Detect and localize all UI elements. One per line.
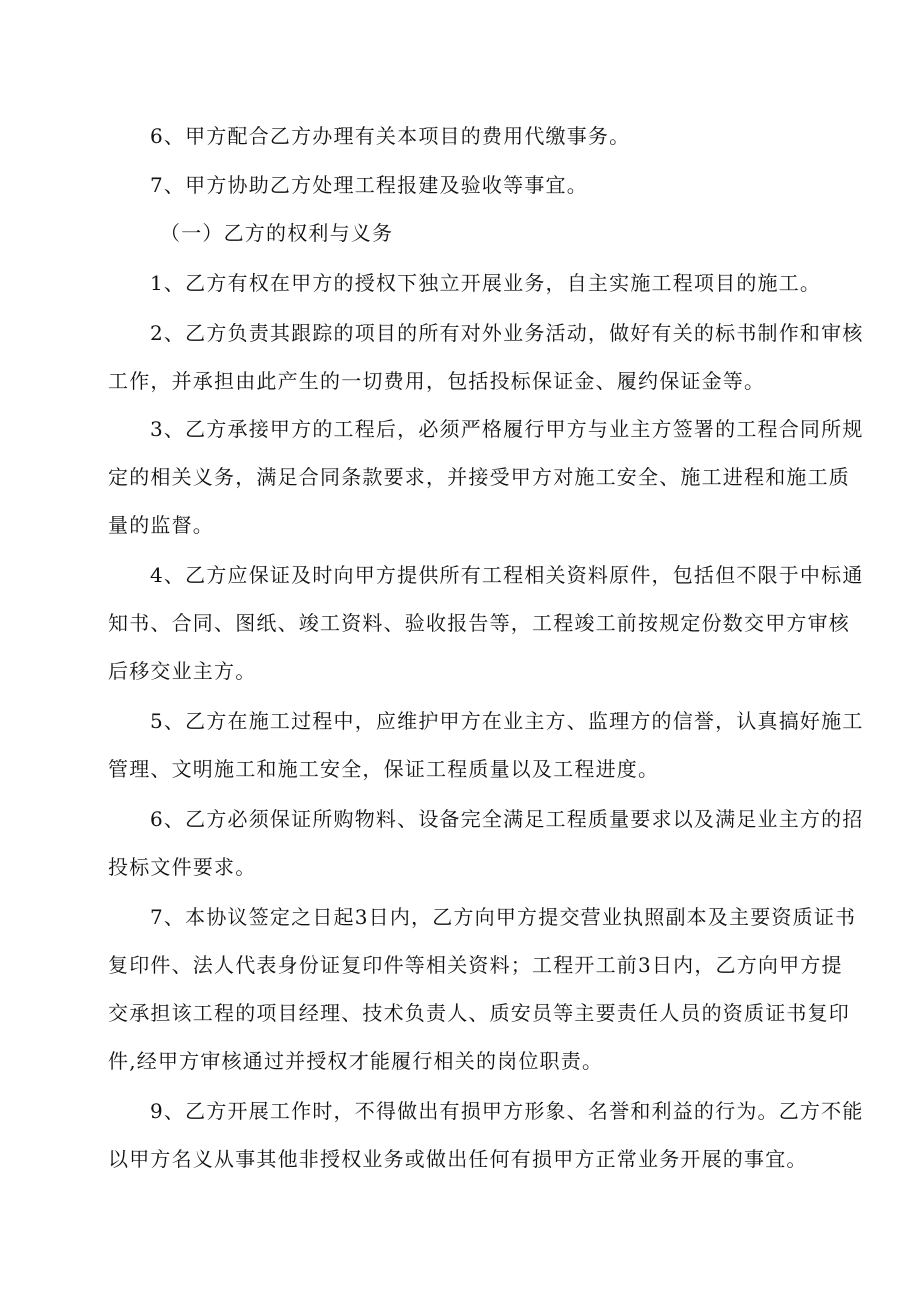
paragraph-line: 2、乙方负责其跟踪的项目的所有对外业务活动，做好有关的标书制作和审核 — [150, 321, 864, 345]
paragraph-line: 定的相关义务，满足合同条款要求，并接受甲方对施工安全、施工进程和施工质 — [108, 465, 850, 489]
paragraph-line: 9、乙方开展工作时，不得做出有损甲方形象、名誉和利益的行为。乙方不能 — [150, 1099, 864, 1123]
section-heading: （一）乙方的权利与义务 — [160, 221, 394, 245]
paragraph-line: 交承担该工程的项目经理、技术负责人、质安员等主要责任人员的资质证书复印 — [108, 1001, 850, 1025]
paragraph-line: 4、乙方应保证及时向甲方提供所有工程相关资料原件，包括但不限于中标通 — [150, 563, 864, 587]
paragraph-line: 5、乙方在施工过程中，应维护甲方在业主方、监理方的信誉，认真搞好施工 — [150, 709, 864, 733]
paragraph-line: 知书、合同、图纸、竣工资料、验收报告等，工程竣工前按规定份数交甲方审核 — [108, 611, 850, 635]
paragraph-line: 3、乙方承接甲方的工程后，必须严格履行甲方与业主方签署的工程合同所规 — [150, 417, 864, 441]
paragraph-line: 1、乙方有权在甲方的授权下独立开展业务，自主实施工程项目的施工。 — [150, 271, 822, 295]
paragraph-line: 后移交业主方。 — [108, 659, 257, 683]
paragraph-line: 管理、文明施工和施工安全，保证工程质量以及工程进度。 — [108, 757, 660, 781]
paragraph-line: 复印件、法人代表身份证复印件等相关资料；工程开工前3日内，乙方向甲方提 — [108, 953, 843, 977]
paragraph-line: 投标文件要求。 — [108, 855, 257, 879]
paragraph-line: 6、乙方必须保证所购物料、设备完全满足工程质量要求以及满足业主方的招 — [150, 807, 864, 831]
paragraph-line: 6、甲方配合乙方办理有关本项目的费用代缴事务。 — [150, 124, 631, 148]
paragraph-line: 量的监督。 — [108, 513, 214, 537]
paragraph-line: 7、本协议签定之日起3日内，乙方向甲方提交营业执照副本及主要资质证书 — [150, 905, 857, 929]
paragraph-line: 7、甲方协助乙方处理工程报建及验收等事宜。 — [150, 173, 588, 197]
paragraph-line: 以甲方名义从事其他非授权业务或做出任何有损甲方正常业务开展的事宜。 — [108, 1147, 808, 1171]
paragraph-line: 工作，并承担由此产生的一切费用，包括投标保证金、履约保证金等。 — [108, 369, 766, 393]
paragraph-line: 件,经甲方审核通过并授权才能履行相关的岗位职责。 — [108, 1049, 604, 1073]
